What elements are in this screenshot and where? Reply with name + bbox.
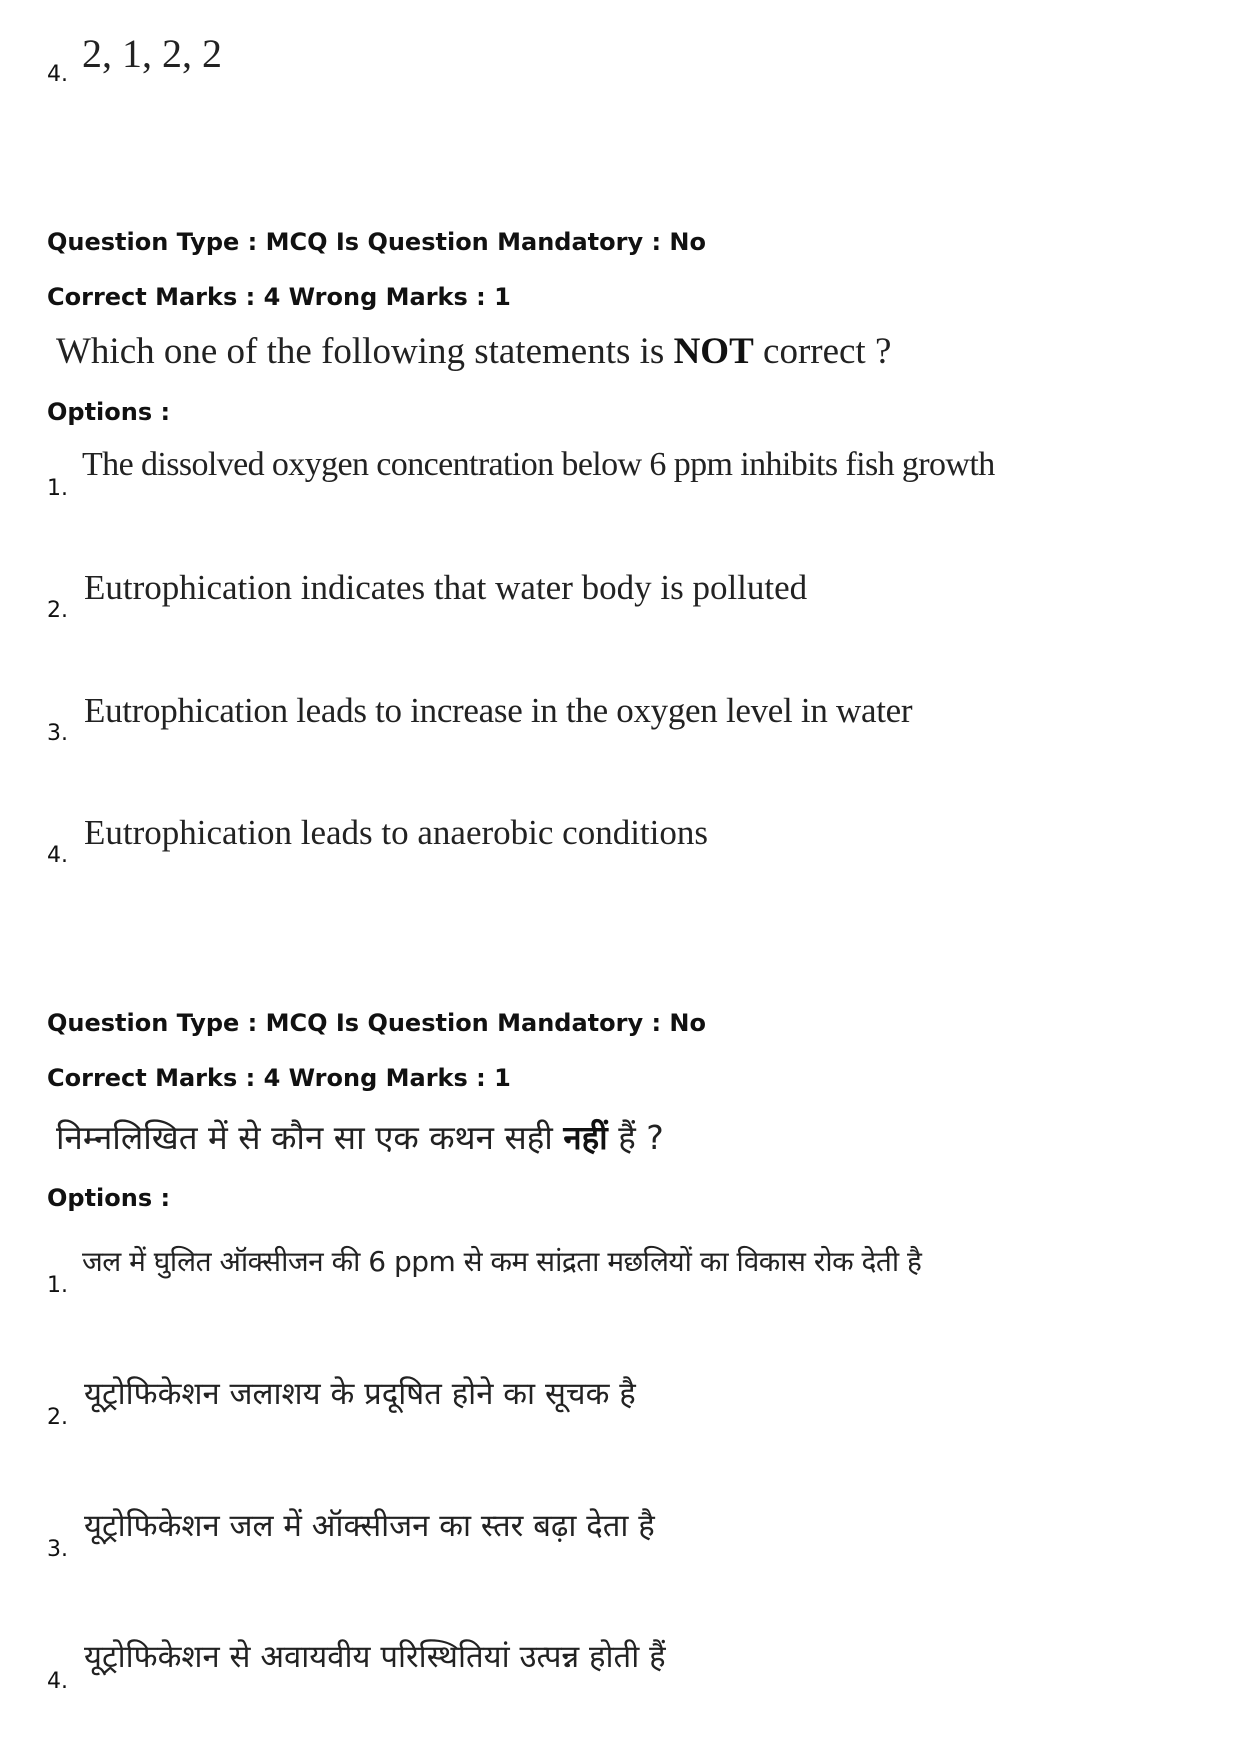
option-number: 4. (47, 1669, 68, 1694)
question-type-line: Question Type : MCQ Is Question Mandatory : No (47, 1009, 706, 1037)
question-type-line: Question Type : MCQ Is Question Mandatory : No (47, 228, 706, 256)
options-label: Options : (47, 398, 171, 426)
option-text: Eutrophication leads to increase in the oxygen level in water (84, 691, 913, 730)
question-stem: निम्नलिखित में से कौन सा एक कथन सही नहीं हैं ? (56, 1118, 664, 1157)
option-number: 3. (47, 721, 68, 746)
option-text: यूट्रोफिकेशन से अवायवीय परिस्थितियां उत्पन्न होती हैं (84, 1639, 666, 1675)
prev-option-text: 2, 1, 2, 2 (82, 31, 222, 76)
option-text: The dissolved oxygen concentration below 6 ppm inhibits fish growth (82, 446, 995, 483)
marks-line: Correct Marks : 4 Wrong Marks : 1 (47, 283, 511, 311)
prev-option-number: 4. (47, 62, 68, 87)
stem-emphasis: NOT (673, 331, 754, 372)
marks-line: Correct Marks : 4 Wrong Marks : 1 (47, 1064, 511, 1092)
option-text: Eutrophication leads to anaerobic conditions (84, 813, 708, 852)
option-text: Eutrophication indicates that water body is polluted (84, 568, 808, 607)
options-label: Options : (47, 1184, 171, 1212)
option-text: यूट्रोफिकेशन जलाशय के प्रदूषित होने का सूचक है (84, 1376, 636, 1412)
option-number: 1. (47, 1273, 68, 1298)
stem-emphasis: नहीं (563, 1118, 608, 1157)
option-number: 2. (47, 598, 68, 623)
option-number: 1. (47, 476, 68, 501)
option-text: यूट्रोफिकेशन जल में ऑक्सीजन का स्तर बढ़ा देता है (84, 1508, 655, 1544)
option-number: 2. (47, 1405, 68, 1430)
question-stem: Which one of the following statements is NOT correct ? (56, 331, 892, 372)
option-number: 3. (47, 1537, 68, 1562)
option-text: जल में घुलित ऑक्सीजन की 6 ppm से कम सांद्रता मछलियों का विकास रोक देती है (82, 1245, 922, 1278)
option-number: 4. (47, 843, 68, 868)
